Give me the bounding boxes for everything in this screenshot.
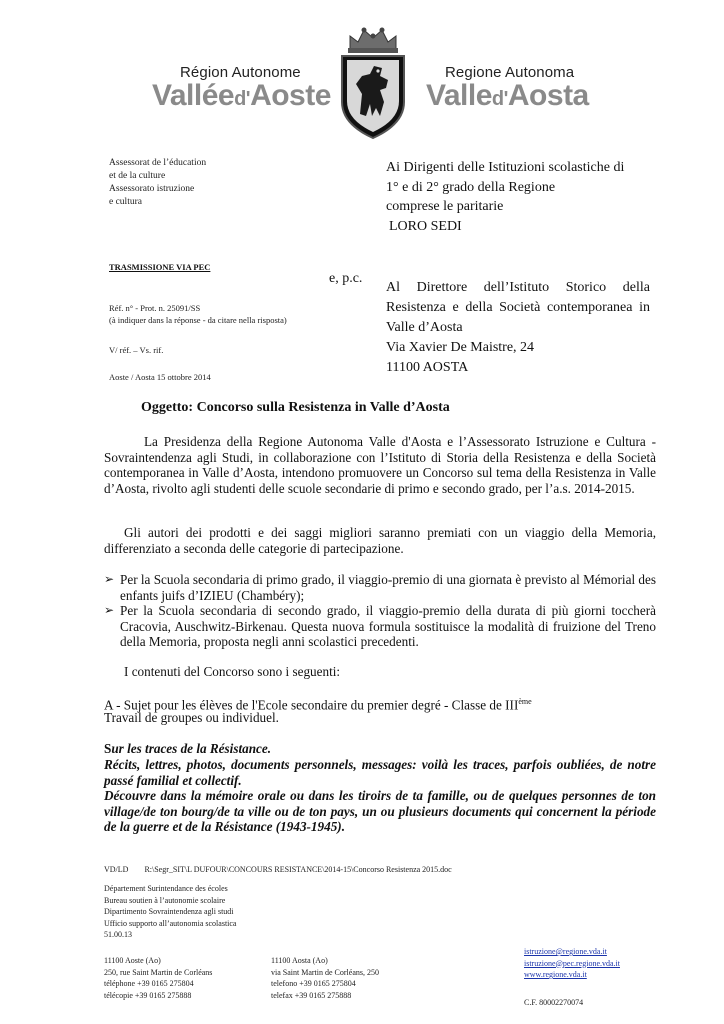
topic-title	[104, 741, 656, 757]
sender-line: e cultura	[109, 197, 142, 207]
addressee-line: 11100 AOSTA	[386, 360, 469, 375]
arrow-bullet-icon: ➢	[104, 572, 115, 586]
address-line: telefax +39 0165 275888	[271, 990, 352, 1000]
file-path: VD/LD R:\Segr_SIT\L DUFOUR\CONCOURS RESISTANCE\2014-15\Concorso Resistenza 2015.doc	[104, 865, 452, 874]
address-line: 250, rue Saint Martin de Corléans	[104, 967, 213, 977]
contact-links	[524, 946, 620, 981]
email-link[interactable]: istruzione@regione.vda.it	[524, 947, 607, 956]
transmission-label: TRASMISSIONE VIA PEC	[109, 262, 211, 272]
bullet-item	[104, 572, 656, 603]
sender-line: et de la culture	[109, 171, 166, 181]
website-link[interactable]: www.regione.vda.it	[524, 970, 587, 979]
topic-title-rest: ur les traces de la Résistance.	[111, 741, 272, 756]
your-reference: V/ réf. – Vs. rif.	[109, 345, 164, 355]
reference-note: (à indiquer dans la réponse - da citare nella risposta)	[109, 315, 287, 325]
region-title-fr-a: Vallée	[152, 79, 235, 112]
topic-paragraph-2: Découvre dans la mémoire orale ou dans les tiroirs de ta famille, ou de quelques personnes de ton village/de ton bourg/de ta ville ou de ton pays, un ou plusieurs documents qui concernent la période de la guerre et de la Résistance (1943-1945).	[104, 788, 656, 834]
region-title-it	[426, 81, 589, 111]
address-fr	[104, 955, 212, 1001]
region-title-it-b: d'	[491, 88, 508, 110]
letter-date: Aoste / Aosta 15 ottobre 2014	[109, 372, 211, 382]
tax-code: C.F. 80002270074	[524, 998, 584, 1007]
addressee-institute	[386, 278, 650, 378]
address-line: telefono +39 0165 275804	[271, 979, 356, 988]
region-name-it: Regione Autonoma	[445, 64, 575, 81]
region-name-fr: Région Autonome	[180, 64, 301, 81]
address-line: via Saint Martin de Corléans, 250	[271, 967, 379, 977]
sender-line: Assessorato istruzione	[109, 184, 195, 194]
addressee-line: comprese le paritarie	[386, 199, 504, 214]
region-title-fr-b: d'	[234, 88, 251, 110]
arrow-bullet-icon: ➢	[104, 603, 115, 617]
address-line: téléphone +39 0165 275804	[104, 979, 194, 988]
sender-line: Assessorat de l’éducation	[109, 158, 207, 168]
paragraph-prizes: Gli autori dei prodotti e dei saggi migliori saranno premiati con un viaggio della Memoria, differenziato a seconda delle categorie di partecipazione.	[104, 525, 656, 556]
department-line: Département Surintendance des écoles	[104, 884, 228, 893]
section-a-superscript: ème	[518, 697, 532, 706]
region-title-it-a: Valle	[426, 79, 492, 112]
addressee-line: Al Direttore dell’Istituto Storico della Resistenza e della Società contemporanea in Valle d’Aosta	[386, 280, 650, 335]
bullet-text: Per la Scuola secondaria di primo grado, il viaggio-premio di una giornata è previsto al Mémorial des enfants juifs d’IZIEU (Chambéry);	[120, 572, 656, 603]
coat-of-arms-logo	[336, 24, 410, 140]
department-line: Bureau soutien à l’autonomie scolaire	[104, 895, 226, 905]
bullet-item	[104, 603, 656, 650]
region-title-it-c: Aosta	[507, 79, 589, 112]
department-line: Dipartimento Sovraintendenza agli studi	[104, 907, 234, 916]
region-title-fr-c: Aoste	[250, 79, 331, 112]
region-title-fr	[152, 81, 331, 111]
sender-block	[109, 157, 206, 209]
department-block	[104, 883, 236, 941]
pec-email-link[interactable]: istruzione@pec.regione.vda.it	[524, 958, 620, 968]
addressee-line: LORO SEDI	[389, 218, 462, 234]
address-line: télécopie +39 0165 275888	[104, 990, 192, 1000]
department-line: 51.00.13	[104, 930, 132, 939]
section-a-text: A - Sujet pour les élèves de l'Ecole secondaire du premier degré - Classe de III	[104, 697, 519, 713]
address-it	[271, 955, 379, 1001]
paragraph-intro: La Presidenza della Regione Autonoma Valle d'Aosta e l’Assessorato Istruzione e Cultura - Sovraintendenza agli Studi, in collaborazione con l’Istituto di Storia della Resistenza e della Società contemporanea in Valle d’Aosta, intendono promuovere un Concorso sul tema della Resistenza in Valle d’Aosta, rivolto agli studenti delle scuole secondarie di primo e secondo grado, per l’a.s. 2014-2015.	[104, 434, 656, 496]
reference-number: Réf. n° - Prot. n. 25091/SS	[109, 303, 201, 313]
section-a-format: Travail de groupes ou individuel.	[104, 710, 279, 725]
address-line: 11100 Aoste (Ao)	[104, 956, 161, 965]
addressee-line: Ai Dirigenti delle Istituzioni scolastiche di	[386, 160, 625, 175]
reference-block	[109, 302, 287, 326]
topic-title-initial: S	[104, 741, 112, 756]
topic-paragraph-1: Récits, lettres, photos, documents personnels, messages: voilà les traces, parfois oubliées, de notre passé familial et collectif.	[104, 757, 656, 788]
addressee-line: Via Xavier De Maistre, 24	[386, 340, 535, 355]
address-line: 11100 Aosta (Ao)	[271, 956, 328, 965]
paragraph-contents: I contenuti del Concorso sono i seguenti:	[124, 664, 341, 679]
bullet-text: Per la Scuola secondaria di secondo grado, il viaggio-premio della durata di più giorni toccherà Cracovia, Auschwitz-Birkenau. Questa nuova formula sostituisce la modalità di fruizione del Treno della Memoria, proposta negli anni scolastici precedenti.	[120, 603, 656, 649]
department-line: Ufficio supporto all’autonomia scolastica	[104, 918, 237, 928]
addressee-line: 1° e di 2° grado della Regione	[386, 179, 556, 195]
subject-line: Oggetto: Concorso sulla Resistenza in Valle d’Aosta	[141, 400, 450, 415]
addressee-schools	[386, 158, 666, 236]
cc-label: e, p.c.	[329, 271, 363, 286]
